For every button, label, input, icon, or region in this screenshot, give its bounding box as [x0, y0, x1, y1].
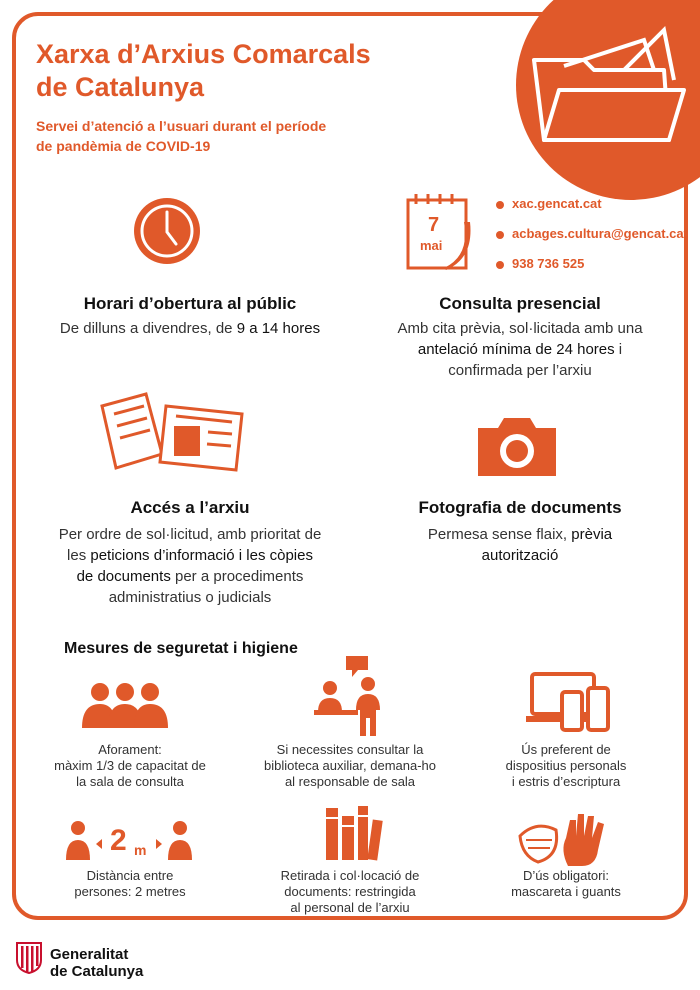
generalitat-logo-icon: [16, 942, 42, 974]
footer-brand: Generalitat de Catalunya: [50, 946, 144, 980]
mask-gloves-icon: [516, 810, 616, 868]
clock-icon: [132, 196, 202, 266]
distance-unit: m: [134, 842, 147, 858]
distance-icon: [64, 818, 194, 864]
horari-heading: Horari d’obertura al públic: [83, 294, 297, 313]
mesura-distancia: Distància entre persones: 2 metres: [74, 868, 186, 899]
acces-heading: Accés a l’arxiu: [130, 498, 250, 517]
acces-text: Per ordre de sol·licitud, amb prioritat de les peticions d’informació i les còpies de documents per a procediments administratius o judicials: [58, 526, 322, 606]
documents-icon: [96, 392, 246, 472]
people-group-icon: [80, 680, 170, 730]
fotografia-heading: Fotografia de documents: [418, 498, 622, 517]
folder-icon: [524, 20, 694, 170]
contact-web[interactable]: xac.gencat.cat: [496, 196, 602, 211]
consulta-heading: Consulta presencial: [439, 294, 601, 313]
calendar-icon: [404, 192, 474, 272]
books-icon: [322, 802, 382, 862]
mesura-obligatori: D’ús obligatori: mascareta i guants: [511, 868, 621, 899]
consulta-text: Amb cita prèvia, sol·licitada amb una antelació mínima de 24 hores i confirmada per l’arxiu: [397, 320, 643, 379]
calendar-day: 7: [428, 214, 440, 236]
page-title: Xarxa d’Arxius Comarcals de Catalunya: [36, 39, 371, 102]
calendar-month: mai: [420, 238, 443, 253]
mesura-dispositius: Ús preferent de dispositius personals i estris d’escriptura: [505, 742, 627, 789]
contact-email[interactable]: acbages.cultura@gencat.cat: [496, 226, 688, 241]
distance-value: 2: [110, 824, 127, 857]
mesures-heading: Mesures de seguretat i higiene: [64, 640, 298, 657]
camera-icon: [474, 414, 560, 480]
page-subtitle: Servei d’atenció a l’usuari durant el període de pandèmia de COVID-19: [36, 118, 327, 154]
devices-icon: [524, 670, 610, 734]
mesura-aforament: Aforament: màxim 1/3 de capacitat de la sala de consulta: [54, 742, 206, 789]
mesura-biblioteca: Si necessites consultar la biblioteca auxiliar, demana-ho al responsable de sala: [264, 742, 436, 789]
horari-text: De dilluns a divendres, de 9 a 14 hores: [59, 320, 321, 337]
contact-phone[interactable]: 938 736 525: [496, 256, 584, 271]
mesura-retirada: Retirada i col·locació de documents: restringida al personal de l’arxiu: [280, 868, 420, 915]
library-help-icon: [310, 654, 390, 738]
fotografia-text: Permesa sense flaix, prèvia autorització: [427, 526, 613, 564]
